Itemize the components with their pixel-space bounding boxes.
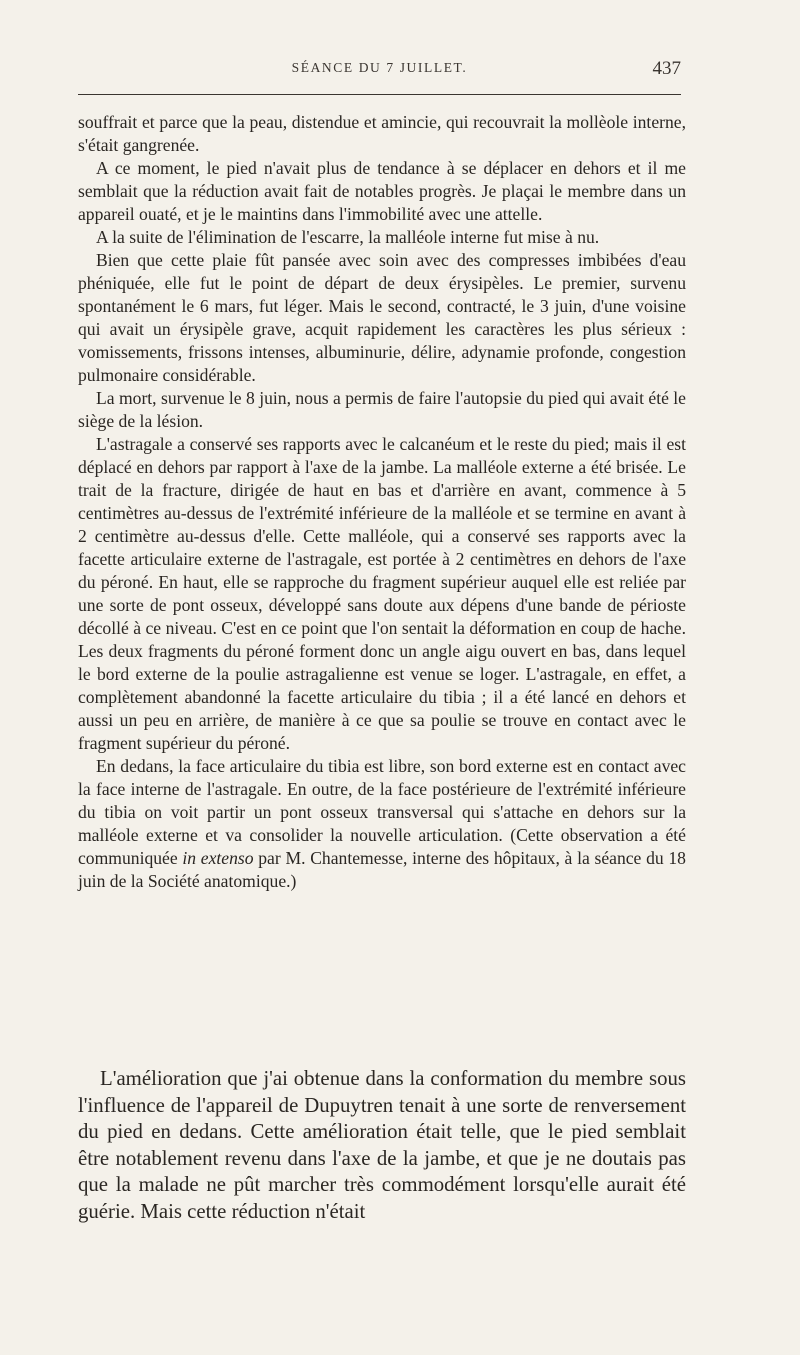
text-run: par M. Chantemesse, interne des hôpitaux, à la séance du 18 juin de la Société anatomique.) bbox=[78, 848, 686, 891]
italic-text: in extenso bbox=[182, 848, 254, 868]
page-header bbox=[78, 58, 681, 88]
header-rule bbox=[78, 94, 681, 95]
paragraph: L'astragale a conservé ses rapports avec le calcanéum et le reste du pied; mais il est déplacé en dehors par rapport à l'axe de la jambe. La malléole externe a été brisée. Le trait de la fracture, dirigée de haut en bas et d'arrière en avant, commence à 5 centimètres au-dessus de l'extrémité inférieure de la malléole et se termine en avant à 2 centimètre au-dessus d'elle. Cette malléole, qui a conservé ses rapports avec la facette articulaire externe de l'astragale, est portée à 2 centimètres en dehors de l'axe du péroné. En haut, elle se rapproche du fragment supérieur auquel elle est reliée par une sorte de pont osseux, développé sans doute aux dépens d'une bande de périoste décollé à ce niveau. C'est en ce point que l'on sentait la déformation en coup de hache. Les deux fragments du péroné forment donc un angle aigu ouvert en bas, dans lequel le bord externe de la poulie astragalienne est venue se loger. L'astragale, en effet, a complètement abandonné la facette articulaire du tibia ; il a été lancé en dehors et aussi un peu en arrière, de manière à ce que sa poulie se trouve en contact avec le fragment supérieur du péroné. bbox=[78, 434, 686, 753]
text-run: En dedans, la face articulaire du tibia est libre, son bord externe est en contact avec la face interne de l'astragale. En outre, de la face postérieure de l'extrémité inférieure du tibia on voit partir un pont osseux transversal qui s'attache en dehors sur la malléole externe et va consolider la nouvelle articulation. (Cette observation a été communiquée bbox=[78, 756, 686, 868]
page-number: 437 bbox=[652, 58, 681, 79]
running-head: SÉANCE DU 7 JUILLET. bbox=[291, 60, 468, 75]
observation-text bbox=[78, 111, 686, 893]
paragraph: A la suite de l'élimination de l'escarre, la malléole interne fut mise à nu. bbox=[96, 227, 600, 247]
paragraph: La mort, survenue le 8 juin, nous a permis de faire l'autopsie du pied qui avait été le siège de la lésion. bbox=[78, 388, 686, 431]
paragraph: A ce moment, le pied n'avait plus de tendance à se déplacer en dehors et il me semblait que la réduction avait fait de notables progrès. Je plaçai le membre dans un appareil ouaté, et je le maintins dans l'immobilité avec une attelle. bbox=[78, 158, 686, 224]
paragraph bbox=[78, 755, 686, 893]
paragraph: Bien que cette plaie fût pansée avec soin avec des compresses imbibées d'eau phéniquée, elle fut le point de départ de deux érysipèles. Le premier, survenu spontanément le 6 mars, fut léger. Mais le second, contracté, le 3 juin, d'une voisine qui avait un érysipèle grave, acquit rapidement les caractères les plus sérieux : vomissements, frissons intenses, albuminurie, délire, adynamie profonde, congestion pulmonaire considérable. bbox=[78, 250, 686, 385]
paragraph: L'amélioration que j'ai obtenue dans la conformation du membre sous l'influence de l'appareil de Dupuytren tenait à une sorte de renversement du pied en dedans. Cette amélioration était telle, que le pied semblait être notablement revenu dans l'axe de la jambe, et que je ne doutais pas que la malade ne pût marcher très commodément lorsqu'elle aurait été guérie. Mais cette réduction n'était bbox=[78, 1067, 686, 1223]
discussion-text bbox=[78, 1066, 686, 1226]
paragraph-continued: souffrait et parce que la peau, distendue et amincie, qui recouvrait la mollèole interne, s'était gangrenée. bbox=[78, 112, 686, 155]
